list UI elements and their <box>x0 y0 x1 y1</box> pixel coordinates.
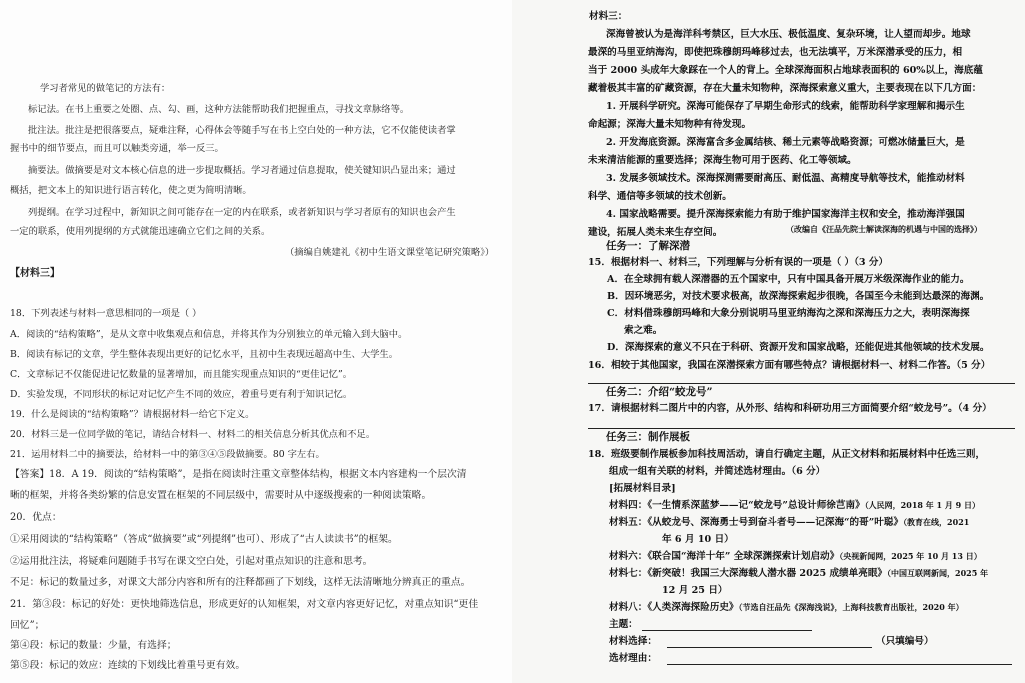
question-19: 19．什么是阅读的“结构策略”？请根据材料一给它下定义。 <box>10 409 255 420</box>
answer-line-2: 晰的框架，并将各类纷繁的信息安置在框架的不同层级中，需要时从中逐级搜索的一种阅读策略。 <box>10 490 432 501</box>
q15-option-c-line-2: 索之难。 <box>624 325 663 336</box>
q15-option-c-line-1: C．材料借珠穆朗玛峰和大象分别说明马里亚纳海沟之深和深海压力之大，表明深海探 <box>607 308 970 319</box>
method-outline-line1: 列提纲。在学习过程中，新知识之间可能存在一定的内在联系，或者新知识与学习者原有的知识也会产生 <box>28 207 456 218</box>
question-20: 20．材料三是一位同学做的笔记，请结合材料一、材料二的相关信息分析其优点和不足。 <box>10 429 376 440</box>
answer-line-10: 第⑤段：标记的效应：连续的下划线比着重号更有效。 <box>10 660 246 671</box>
question-17: 17．请根据材料二图片中的内容，从外形、结构和科研功用三方面简要介绍“蛟龙号”。（4 分） <box>588 403 992 414</box>
material3-line-1: 深海曾被认为是海洋科考禁区，巨大水压、极低温度、复杂环境，让人望而却步。地球 <box>606 29 971 40</box>
method-summary-line1: 摘要法。做摘要是对文本核心信息的进一步提取概括。学习者通过信息提取，使关键知识凸显出来；通过 <box>28 165 456 176</box>
form-choice-note: （只填编号） <box>876 636 934 647</box>
ext-item-5-cont: 年 6 月 10 日） <box>662 534 734 545</box>
question-15: 15．根据材料一、材料三，下列理解与分析有误的一项是（ ）（3 分） <box>588 257 889 268</box>
answer-line-4: ①采用阅读的“结构策略”（答成“做摘要”或“列提纲”也可）、形成了“古人读读书”的框架。 <box>10 534 398 545</box>
q15-option-d: D．深海探索的意义不只在于科研、资源开发和国家战略，还能促进其他领域的技术发展。 <box>607 342 990 353</box>
option-a: A．阅读的“结构策略”，是从文章中收集观点和信息，并将其作为分别独立的单元输入到大脑中。 <box>10 329 408 340</box>
answer-line-5: ②运用批注法，将疑难问题随手书写在课文空白处，引起对重点知识的注意和思考。 <box>10 556 373 567</box>
source-citation: （摘编自姚建礼《初中生语文课堂笔记研究策略》） <box>285 247 495 258</box>
question-18-line-1: 18．班级要制作展板参加科技周活动，请自行确定主题，从正文材料和拓展材料中任选三则， <box>588 449 986 460</box>
material3-line-3: 当于 2000 头成年大象踩在一个人的背上。全球深海面积占地球表面积的 60%以上，海底蕴 <box>588 65 983 76</box>
task-3-heading: 任务三：制作展板 <box>606 431 690 443</box>
material3-title: 材料三： <box>589 11 628 22</box>
question-16: 16．相较于其他国家，我国在深潜探索方面有哪些特点？请根据材料一、材料二作答。（5 分） <box>588 360 991 371</box>
ext-item-8: 材料八：《人类深海探险历史》（节选自汪品先《深海浅说》，上海科技教育出版社，2020 年） <box>609 602 964 613</box>
form-theme-label: 主题： <box>609 619 638 630</box>
task-1-heading: 任务一：了解深潜 <box>606 240 690 252</box>
point-2-line-1: 2. 开发海底资源。深海富含多金属结核、稀土元素等战略资源；可燃冰储量巨大，是 <box>606 137 965 148</box>
point-4-line-2: 建设，拓展人类未来生存空间。 <box>588 227 723 238</box>
point-1-line-2: 命起源；深海大量未知物种有待发现。 <box>588 119 752 130</box>
answer-line-q16 <box>588 383 1015 384</box>
intro-text: 学习者常见的做笔记的方法有： <box>40 83 171 94</box>
form-reason-label: 选材理由： <box>609 653 657 664</box>
material3-line-2: 最深的马里亚纳海沟，即使把珠穆朗玛峰移过去，也无法填平，万米深潜承受的压力，相 <box>588 47 963 58</box>
answer-line-7: 21．第③段：标记的好处：更快地筛选信息，形成更好的认知框架，对文章内容更好记忆，对重点知识“更佳 <box>10 599 479 610</box>
point-4-line-1: 4. 国家战略需要。提升深海探索能力有助于维护国家海洋主权和安全，推动海洋强国 <box>606 209 965 220</box>
method-outline-line2: 一定的联系，使用列提纲的方式就能迅速确立它们之间的关系。 <box>10 226 271 237</box>
task-2-heading: 任务二：介绍“蛟龙号” <box>606 386 713 398</box>
q15-option-a: A．在全球拥有载人深潜器的五个国家中，只有中国具备开展万米级深海作业的能力。 <box>607 274 970 285</box>
left-page <box>0 0 512 683</box>
answer-line-3: 20．优点： <box>10 512 62 523</box>
method-annotate-line2: 握书中的细节要点，而且可以触类旁通，举一反三。 <box>10 143 224 154</box>
ext-item-5: 材料五：《从蛟龙号、深海勇士号到奋斗者号——记深海“的哥”叶聪》（教育在线，2021 <box>609 517 970 528</box>
option-c: C．文章标记不仅能促进记忆数量的显著增加，而且能实现重点知识的“更佳记忆”。 <box>10 369 353 380</box>
ext-item-4: 材料四：《一生情系深蓝梦——记“蛟龙号”总设计师徐芑南》（人民网，2018 年 1 月 9 日） <box>609 500 981 511</box>
point-3-line-1: 3. 发展多领域技术。深海探测需要耐高压、耐低温、高精度导航等技术，能推动材料 <box>606 173 965 184</box>
point-3-line-2: 科学、通信等多领域的技术创新。 <box>588 191 732 202</box>
question-18: 18．下列表述与材料一意思相同的一项是（ ） <box>10 308 202 319</box>
method-summary-line2: 概括，把文本上的知识进行语言转化，使之更为简明清晰。 <box>10 185 252 196</box>
point-2-line-2: 未来清洁能源的重要选择；深海生物可用于医药、化工等领域。 <box>588 155 857 166</box>
answer-line-9: 第④段：标记的数量：少量，有选择； <box>10 640 177 651</box>
answer-line-8: 回忆”； <box>10 620 45 631</box>
ext-item-7: 材料七：《新突破！我国三大深海载人潜水器 2025 成绩单亮眼》（中国互联网新闻，2025 年 <box>609 568 989 579</box>
q15-option-b: B．因环境恶劣，对技术要求极高，故深海探索起步很晚，各国至今未能到达最深的海渊。 <box>607 291 990 302</box>
option-d: D．实验发现，不同形状的标记对记忆产生不同的效应，着重号更有利于知识记忆。 <box>10 389 353 400</box>
question-21: 21．运用材料二中的摘要法，给材料一中的第③④⑤段做摘要。80 字左右。 <box>10 449 325 460</box>
answer-line-1: 【答案】18．A 19．阅读的“结构策略”，是指在阅读时注重文章整体结构，根据文本内容建构一个层次清 <box>10 469 467 480</box>
answer-line-q17 <box>588 428 1015 429</box>
question-18-line-2: 组成一组有关联的材料，并简述选材理由。（6 分） <box>609 466 826 477</box>
right-page <box>512 0 1025 683</box>
point-1-line-1: 1. 开展科学研究。深海可能保存了早期生命形式的线索，能帮助科学家理解和揭示生 <box>606 101 965 112</box>
answer-line-6: 不足：标记的数量过多，对课文大部分内容和所有的注释都画了下划线，这样无法清晰地分辨真正的重点。 <box>10 577 471 588</box>
option-b: B．阅读有标记的文章，学生整体表现出更好的记忆水平，且初中生表现远超高中生、大学生。 <box>10 349 399 360</box>
method-annotate-line1: 批注法。批注是把很落要点，疑难注释，心得体会等随手写在书上空白处的一种方法，它不仅能使读者掌 <box>28 125 456 136</box>
choice-blank[interactable] <box>667 647 872 648</box>
extension-heading: [拓展材料目录] <box>609 483 676 494</box>
reason-blank[interactable] <box>667 664 1012 665</box>
form-choice-label: 材料选择： <box>609 636 657 647</box>
theme-blank[interactable] <box>642 630 812 631</box>
ext-item-7-cont: 12 月 25 日） <box>662 585 728 596</box>
material3-line-4: 藏着极其丰富的矿藏资源，存在大量未知物种，深海探索意义重大，主要表现在以下几方面： <box>588 83 982 94</box>
material3-source: （改编自《汪品先院士解读深海的机遇与中国的选择》） <box>786 224 982 234</box>
material-heading: 【材料三】 <box>10 268 60 279</box>
method-mark: 标记法。在书上重要之处圈、点、勾、画，这种方法能帮助我们把握重点，寻找文章脉络等。 <box>28 104 410 115</box>
ext-item-6: 材料六：《联合国“海洋十年” 全球深渊探索计划启动》（央视新闻网，2025 年 10 月 13 日） <box>609 551 982 562</box>
